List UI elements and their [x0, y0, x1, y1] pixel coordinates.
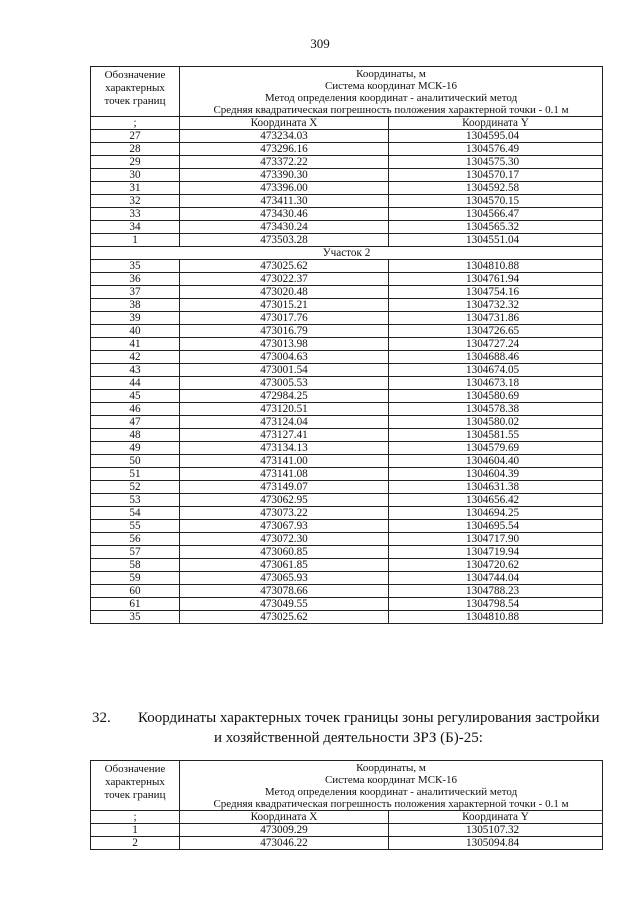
coord-x-cell: 473025.62: [180, 611, 389, 624]
coord-y-cell: 1304694.25: [389, 507, 603, 520]
coord-x-cell: 473134.13: [180, 442, 389, 455]
coord-x-cell: 473430.46: [180, 208, 389, 221]
coord-x-cell: 473127.41: [180, 429, 389, 442]
header-coordinates: [180, 761, 603, 811]
coord-y-cell: 1304695.54: [389, 520, 603, 533]
subheader-x: Координата X: [180, 811, 389, 824]
point-number-cell: 28: [91, 143, 180, 156]
table-row: [91, 130, 603, 143]
coord-x-cell: 472984.25: [180, 390, 389, 403]
table-row: [91, 234, 603, 247]
coord-y-cell: 1304798.54: [389, 598, 603, 611]
point-number-cell: 29: [91, 156, 180, 169]
header-point-designation: Обозначение характерных точек границ: [91, 67, 180, 117]
coord-x-cell: 473390.30: [180, 169, 389, 182]
coord-y-cell: 1304570.17: [389, 169, 603, 182]
point-number-cell: 54: [91, 507, 180, 520]
table-row: [91, 364, 603, 377]
coord-y-cell: 1305107.32: [389, 824, 603, 837]
table-row: [91, 169, 603, 182]
header-coord-system: Система координат МСК-16: [324, 80, 458, 92]
coord-x-cell: 473503.28: [180, 234, 389, 247]
point-number-cell: 58: [91, 559, 180, 572]
coord-x-cell: 473062.95: [180, 494, 389, 507]
coord-y-cell: 1304604.40: [389, 455, 603, 468]
point-number-cell: 1: [91, 824, 180, 837]
point-number-cell: 34: [91, 221, 180, 234]
point-number-cell: 45: [91, 390, 180, 403]
coord-y-cell: 1304578.38: [389, 403, 603, 416]
table-row: [91, 494, 603, 507]
point-number-cell: 55: [91, 520, 180, 533]
table-row: [91, 299, 603, 312]
coord-y-cell: 1304732.32: [389, 299, 603, 312]
table-row: [91, 312, 603, 325]
page-number: 309: [310, 36, 330, 51]
point-number-cell: 60: [91, 585, 180, 598]
point-number-cell: 59: [91, 572, 180, 585]
table-row: [91, 559, 603, 572]
table-row: [91, 143, 603, 156]
coord-x-cell: 473067.93: [180, 520, 389, 533]
coord-y-cell: 1304720.62: [389, 559, 603, 572]
coord-y-cell: 1304761.94: [389, 273, 603, 286]
coord-y-cell: 1304719.94: [389, 546, 603, 559]
coord-x-cell: 473004.63: [180, 351, 389, 364]
coord-y-cell: 1305094.84: [389, 837, 603, 850]
coord-y-cell: 1304717.90: [389, 533, 603, 546]
table-row: [91, 273, 603, 286]
coord-y-cell: 1304604.39: [389, 468, 603, 481]
coord-y-cell: 1304576.49: [389, 143, 603, 156]
header-coords-unit: Координаты, м: [356, 762, 426, 774]
point-number-cell: 32: [91, 195, 180, 208]
header-coordinates: [180, 67, 603, 117]
point-number-cell: 46: [91, 403, 180, 416]
point-number-cell: 40: [91, 325, 180, 338]
coord-y-cell: 1304580.69: [389, 390, 603, 403]
coord-y-cell: 1304674.05: [389, 364, 603, 377]
section-row: [91, 247, 603, 260]
table-row: [91, 611, 603, 624]
point-number-cell: 52: [91, 481, 180, 494]
coord-y-cell: 1304566.47: [389, 208, 603, 221]
coord-y-cell: 1304570.15: [389, 195, 603, 208]
subheader-y: Координата Y: [389, 117, 603, 130]
coord-x-cell: 473078.66: [180, 585, 389, 598]
table-row: [91, 533, 603, 546]
coord-x-cell: 473017.76: [180, 312, 389, 325]
point-number-cell: 49: [91, 442, 180, 455]
point-number-cell: 41: [91, 338, 180, 351]
section-title-line-1: Координаты характерных точек границы зоны регулирования застройки: [138, 710, 600, 726]
table-row: [91, 546, 603, 559]
coordinates-table-1: [90, 66, 603, 624]
coord-x-cell: 473411.30: [180, 195, 389, 208]
coord-y-cell: 1304551.04: [389, 234, 603, 247]
coord-x-cell: 473001.54: [180, 364, 389, 377]
point-number-cell: 2: [91, 837, 180, 850]
coord-x-cell: 473016.79: [180, 325, 389, 338]
section-title-line-2: и хозяйственной деятельности ЗРЗ (Б)-25:: [214, 730, 483, 746]
table-row: [91, 208, 603, 221]
header-coord-system: Система координат МСК-16: [324, 774, 458, 786]
coord-y-cell: 1304579.69: [389, 442, 603, 455]
point-number-cell: 61: [91, 598, 180, 611]
coord-x-cell: 473396.00: [180, 182, 389, 195]
header-accuracy: Средняя квадратическая погрешность положения характерной точки - 0.1 м: [213, 798, 569, 810]
coord-x-cell: 473013.98: [180, 338, 389, 351]
coord-x-cell: 473022.37: [180, 273, 389, 286]
table-row: [91, 403, 603, 416]
header-coords-unit: Координаты, м: [356, 68, 426, 80]
point-number-cell: 1: [91, 234, 180, 247]
coord-y-cell: 1304656.42: [389, 494, 603, 507]
coord-y-cell: 1304592.58: [389, 182, 603, 195]
coord-y-cell: 1304727.24: [389, 338, 603, 351]
coord-x-cell: 473015.21: [180, 299, 389, 312]
table-row: [91, 455, 603, 468]
coord-x-cell: 473020.48: [180, 286, 389, 299]
coord-y-cell: 1304726.65: [389, 325, 603, 338]
coord-x-cell: 473060.85: [180, 546, 389, 559]
point-number-cell: 53: [91, 494, 180, 507]
table-row: [91, 507, 603, 520]
table-row: [91, 468, 603, 481]
table-row: [91, 195, 603, 208]
coord-y-cell: 1304575.30: [389, 156, 603, 169]
coord-x-cell: 473009.29: [180, 824, 389, 837]
point-number-cell: 27: [91, 130, 180, 143]
point-number-cell: 48: [91, 429, 180, 442]
table-row: [91, 156, 603, 169]
point-number-cell: 36: [91, 273, 180, 286]
table-row: [91, 390, 603, 403]
point-number-cell: 50: [91, 455, 180, 468]
header-method: Метод определения координат - аналитический метод: [264, 786, 518, 798]
coordinates-table-2: [90, 760, 603, 850]
coord-x-cell: 473141.00: [180, 455, 389, 468]
point-number-cell: 35: [91, 260, 180, 273]
coord-y-cell: 1304810.88: [389, 611, 603, 624]
point-number-cell: 38: [91, 299, 180, 312]
coord-y-cell: 1304581.55: [389, 429, 603, 442]
coord-y-cell: 1304688.46: [389, 351, 603, 364]
point-number-cell: 42: [91, 351, 180, 364]
table-row: [91, 442, 603, 455]
coord-x-cell: 473073.22: [180, 507, 389, 520]
section-label: Участок 2: [91, 247, 603, 260]
coord-y-cell: 1304580.02: [389, 416, 603, 429]
subheader-y: Координата Y: [389, 811, 603, 824]
point-number-cell: 30: [91, 169, 180, 182]
coord-y-cell: 1304565.32: [389, 221, 603, 234]
header-method: Метод определения координат - аналитический метод: [264, 92, 518, 104]
table-row: [91, 377, 603, 390]
coord-x-cell: 473234.03: [180, 130, 389, 143]
table-row: [91, 338, 603, 351]
table-row: [91, 221, 603, 234]
point-number-cell: 37: [91, 286, 180, 299]
coord-x-cell: 473149.07: [180, 481, 389, 494]
coord-x-cell: 473120.51: [180, 403, 389, 416]
coord-x-cell: 473124.04: [180, 416, 389, 429]
header-accuracy: Средняя квадратическая погрешность положения характерной точки - 0.1 м: [213, 104, 569, 116]
coord-x-cell: 473372.22: [180, 156, 389, 169]
coord-x-cell: 473025.62: [180, 260, 389, 273]
table-row: [91, 260, 603, 273]
coord-x-cell: 473061.85: [180, 559, 389, 572]
subheader-point: ;: [91, 117, 180, 130]
coord-y-cell: 1304744.04: [389, 572, 603, 585]
section-number: 32.: [92, 710, 111, 726]
coord-x-cell: 473430.24: [180, 221, 389, 234]
point-number-cell: 47: [91, 416, 180, 429]
coord-y-cell: 1304595.04: [389, 130, 603, 143]
table-row: [91, 416, 603, 429]
point-number-cell: 33: [91, 208, 180, 221]
point-number-cell: 56: [91, 533, 180, 546]
coord-y-cell: 1304673.18: [389, 377, 603, 390]
table-row: [91, 286, 603, 299]
table-subheader-row: [91, 811, 603, 824]
table-row: [91, 481, 603, 494]
subheader-x: Координата X: [180, 117, 389, 130]
coord-y-cell: 1304631.38: [389, 481, 603, 494]
point-number-cell: 57: [91, 546, 180, 559]
coord-y-cell: 1304754.16: [389, 286, 603, 299]
coord-y-cell: 1304731.86: [389, 312, 603, 325]
table-row: [91, 182, 603, 195]
coord-x-cell: 473065.93: [180, 572, 389, 585]
point-number-cell: 39: [91, 312, 180, 325]
coord-x-cell: 473141.08: [180, 468, 389, 481]
coord-x-cell: 473005.53: [180, 377, 389, 390]
coord-x-cell: 473046.22: [180, 837, 389, 850]
point-number-cell: 51: [91, 468, 180, 481]
coord-y-cell: 1304788.23: [389, 585, 603, 598]
point-number-cell: 35: [91, 611, 180, 624]
table-row: [91, 351, 603, 364]
header-point-designation: Обозначение характерных точек границ: [91, 761, 180, 811]
table-row: [91, 429, 603, 442]
point-number-cell: 43: [91, 364, 180, 377]
table-subheader-row: [91, 117, 603, 130]
table-row: [91, 837, 603, 850]
table-row: [91, 824, 603, 837]
coord-y-cell: 1304810.88: [389, 260, 603, 273]
table-header-row: [91, 67, 603, 117]
point-number-cell: 31: [91, 182, 180, 195]
coord-x-cell: 473049.55: [180, 598, 389, 611]
table-header-row: [91, 761, 603, 811]
coord-x-cell: 473296.16: [180, 143, 389, 156]
table-row: [91, 520, 603, 533]
table-row: [91, 572, 603, 585]
table-row: [91, 598, 603, 611]
point-number-cell: 44: [91, 377, 180, 390]
subheader-point: ;: [91, 811, 180, 824]
table-row: [91, 325, 603, 338]
table-row: [91, 585, 603, 598]
coord-x-cell: 473072.30: [180, 533, 389, 546]
